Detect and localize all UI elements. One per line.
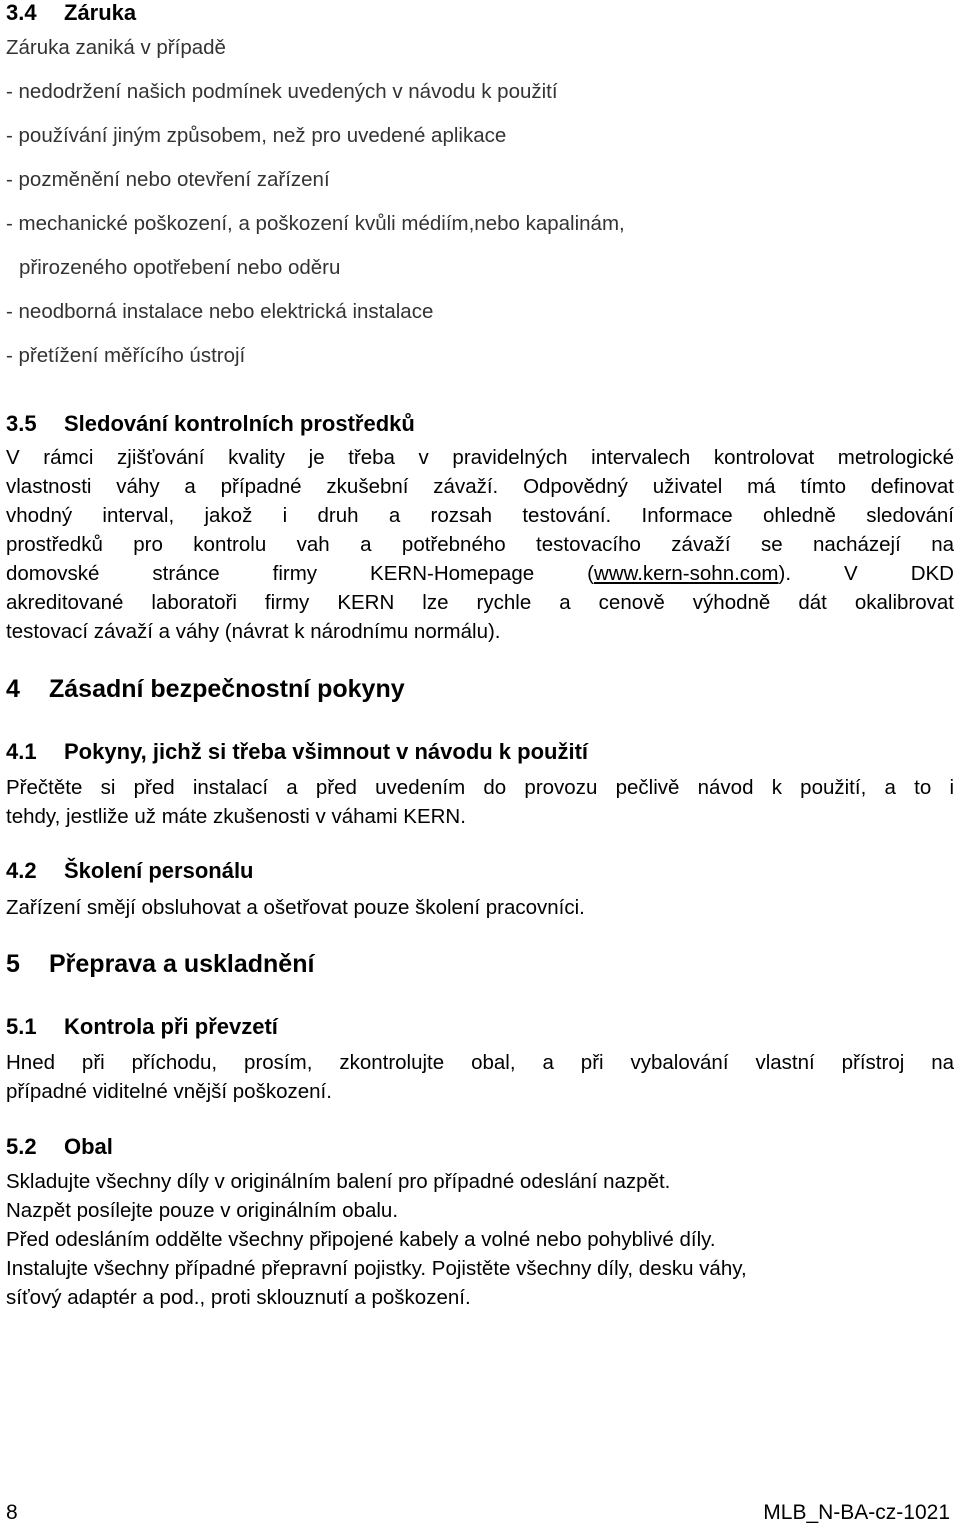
heading-5-1-title: Kontrola při převzetí [64,1014,278,1039]
heading-5-1 [6,1012,954,1042]
heading-4-1-number: 4.1 [6,739,37,764]
paragraph-line: Nazpět posílejte pouze v originálním obalu. [6,1199,399,1222]
heading-5-title: Přeprava a uskladnění [49,950,315,978]
list-item: - pozměnění nebo otevření zařízení [6,168,330,191]
paragraph-4-1 [6,773,954,831]
heading-4 [6,673,954,705]
paragraph-line [6,559,954,588]
heading-5-2-title: Obal [64,1134,113,1159]
paragraph-line: V rámci zjišťování kvality je třeba v pravidelných intervalech kontrolovat metrologické [6,446,954,469]
paragraph-line: Před odesláním oddělte všechny připojené kabely a volné nebo pohyblivé díly. [6,1228,716,1251]
page-number: 8 [6,1501,18,1524]
heading-3-5-title: Sledování kontrolních prostředků [64,411,415,436]
list-item: - používání jiným způsobem, než pro uvedené aplikace [6,124,507,147]
paragraph-line: Skladujte všechny díly v originálním balení pro případné odeslání nazpět. [6,1170,671,1193]
paragraph-line: vhodný interval, jakož i druh a rozsah testování. Informace ohledně sledování [6,504,954,527]
paragraph-line: síťový adaptér a pod., proti sklouznutí a poškození. [6,1286,471,1309]
heading-3-4-title: Záruka [64,0,137,25]
heading-5-2 [6,1132,954,1162]
website-link[interactable]: www.kern-sohn.com [593,562,779,585]
list-item: - přetížení měřícího ústrojí [6,344,246,367]
paragraph-line: Zařízení smějí obsluhovat a ošetřovat pouze školení pracovníci. [6,896,585,919]
list-item: - mechanické poškození, a poškození kvůli médiím,nebo kapalinám, [6,212,625,235]
line-text: ). V DKD [778,562,954,585]
paragraph-line: vlastnosti váhy a případné zkušební závaží. Odpovědný uživatel má tímto definovat [6,475,954,498]
warranty-items [6,77,954,370]
heading-4-2 [6,856,954,886]
line-text: domovské stránce firmy KERN-Homepage ( [6,562,594,585]
paragraph-line: Přečtěte si před instalací a před uvedením do provozu pečlivě návod k použití, a to i [6,776,954,799]
list-item: přirozeného opotřebení nebo oděru [19,256,341,279]
heading-5 [6,948,954,980]
paragraph-line: akreditované laboratoři firmy KERN lze rychle a cenově výhodně dát okalibrovat [6,591,954,614]
paragraph-5-1 [6,1048,954,1106]
heading-4-2-title: Školení personálu [64,858,254,883]
warranty-intro: Záruka zaniká v případě [6,36,226,59]
list-item: - nedodržení našich podmínek uvedených v návodu k použití [6,80,558,103]
paragraph-line: případné viditelné vnější poškození. [6,1080,332,1103]
paragraph-4-2 [6,893,954,922]
heading-3-4-number: 3.4 [6,0,37,25]
heading-4-1-title: Pokyny, jichž si třeba všimnout v návodu k použití [64,739,589,764]
paragraph-line: Hned při příchodu, prosím, zkontrolujte obal, a při vybalování vlastní přístroj na [6,1051,954,1074]
heading-5-number: 5 [6,950,20,978]
heading-4-number: 4 [6,675,20,703]
document-id: MLB_N-BA-cz-1021 [763,1501,950,1524]
paragraph-line: testovací závaží a váhy (návrat k národnímu normálu). [6,620,501,643]
heading-3-5-number: 3.5 [6,411,37,436]
heading-5-1-number: 5.1 [6,1014,37,1039]
heading-3-5 [6,409,954,439]
list-item: - neodborná instalace nebo elektrická instalace [6,300,434,323]
paragraph-3-5 [6,443,954,646]
paragraph-line: tehdy, jestliže už máte zkušenosti v váhami KERN. [6,805,466,828]
paragraph-line: Instalujte všechny případné přepravní pojistky. Pojistěte všechny díly, desku váhy, [6,1257,747,1280]
paragraph-line: prostředků pro kontrolu vah a potřebného testovacího závaží se nacházejí na [6,533,954,556]
heading-3-4 [6,0,954,28]
heading-4-title: Zásadní bezpečnostní pokyny [49,675,405,703]
heading-4-2-number: 4.2 [6,858,37,883]
heading-5-2-number: 5.2 [6,1134,37,1159]
warranty-list [6,33,954,62]
heading-4-1 [6,737,954,767]
paragraph-5-2 [6,1167,954,1312]
